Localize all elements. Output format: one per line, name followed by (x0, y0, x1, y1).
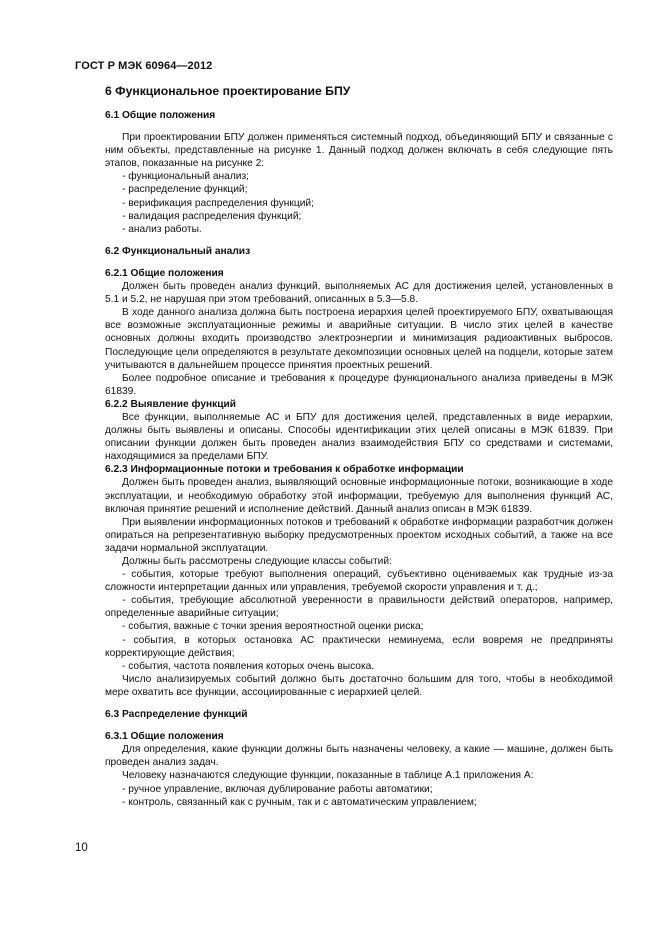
paragraph: Число анализируемых событий должно быть достаточно большим для того, чтобы в необходимой мере охватить все функции, ассоциированные с иерархией целей. (105, 673, 613, 698)
section-6-1-title: 6.1 Общие положения (105, 110, 216, 121)
list-item: - валидация распределения функций; (122, 210, 302, 222)
paragraph: Человеку назначаются следующие функции, показанные в таблице А.1 приложения А: (122, 770, 534, 782)
document-header: ГОСТ Р МЭК 60964—2012 (75, 60, 213, 72)
page-number: 10 (75, 842, 88, 854)
list-item: - ручное управление, включая дублирование работы автоматики; (122, 783, 433, 795)
section-6-2-title: 6.2 Функциональный анализ (105, 245, 251, 257)
list-item: - события, в которых остановка АС практически неминуема, если вовремя не предприняты корректирующие действия; (105, 634, 613, 659)
list-item: - события, требующие абсолютной уверенности в правильности действий операторов, например, определенные аварийные ситуации; (105, 595, 613, 620)
paragraph: При проектировании БПУ должен применяться системный подход, объединяющий БПУ и связанные с ним объекты, представленные на рисунке 1. Данный подход должен включать в себя следующие пять этапов, показанные на рисунке 2: (105, 132, 613, 170)
page-content (105, 84, 613, 809)
section-6-3-1-title: 6.3.1 Общие положения (105, 731, 224, 743)
list-item: - верификация распределения функций; (122, 197, 314, 209)
paragraph: Должны быть рассмотрены следующие классы событий: (122, 556, 392, 567)
list-item: - распределение функций; (122, 184, 248, 196)
section-6-3-title: 6.3 Распределение функций (105, 709, 248, 721)
section-6-2-1-title: 6.2.1 Общие положения (105, 267, 224, 279)
paragraph: Должен быть проведен анализ, выявляющий основные информационные потоки, возникающие в ходе эксплуатации, и необходимую обработку этой информации, требуемую для выполнения функций АС, включая принятие решений и исполнение действий. Данный анализ описан в МЭК 61839. (105, 477, 613, 515)
paragraph: Более подробное описание и требования к процедуре функционального анализа приведены в МЭК 61839. (105, 372, 613, 397)
section-6-2-3-title: 6.2.3 Информационные потоки и требования к обработке информации (105, 464, 464, 476)
paragraph: При выявлении информационных потоков и требований к обработке информации разработчик должен опираться на репрезентативную выборку предусмотренных проектом исходных событий, а также на все задачи нормальной эксплуатации. (105, 516, 613, 554)
list-item: - события, частота появления которых очень высока. (122, 660, 375, 672)
paragraph: Все функции, выполняемые АС и БПУ для достижения целей, представленных в виде иерархии, должны быть выявлены и описаны. Способы идентификации этих целей описаны в МЭК 61839. При описании функции должен быть проведен анализ взаимодействия БПУ со средствами и системами, находящимися за пределами БПУ. (105, 411, 613, 463)
paragraph: Для определения, какие функции должны быть назначены человеку, а какие — машине, должен быть проведен анализ задач. (105, 744, 613, 769)
list-item: - анализ работы. (122, 223, 202, 235)
section-6-2-2-title: 6.2.2 Выявление функций (105, 398, 237, 410)
list-item: - события, которые требуют выполнения операций, субъективно оцениваемых как трудные из-за сложности интерпретации данных или управления, требуемой скорости управления и т. д.; (105, 569, 613, 594)
paragraph: Должен быть проведен анализ функций, выполняемых АС для достижения целей, установленных в 5.1 и 5.2, не нарушая при этом требований, описанных в 5.3—5.8. (105, 281, 613, 306)
section-6-title: 6 Функциональное проектирование БПУ (105, 84, 351, 98)
paragraph: В ходе данного анализа должна быть построена иерархия целей проектируемого БПУ, охватывающая все возможные эксплуатационные режимы и аварийные ситуации. В число этих целей в качестве основных должны входить производство электроэнергии и минимизация радиоактивных выбросов. Последующие цели определяются в результате декомпозиции основных целей на подцели, которые затем учитываются в дальнейшем процессе принятия проектных решений. (105, 307, 613, 371)
list-item: - события, важные с точки зрения вероятностной оценки риска; (122, 621, 424, 633)
list-item: - контроль, связанный как с ручным, так и с автоматическим управлением; (122, 796, 477, 808)
list-item: - функциональный анализ; (122, 171, 249, 183)
